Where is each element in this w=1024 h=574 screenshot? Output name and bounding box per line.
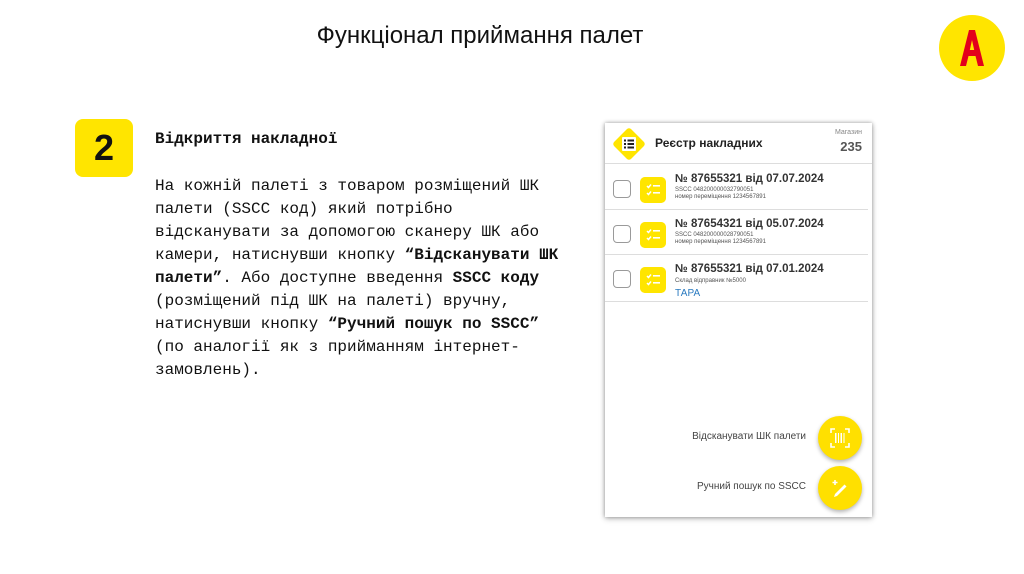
document-check-icon	[640, 222, 666, 248]
invoice-warehouse: Склад відправник №5000	[675, 278, 746, 284]
step-number-badge: 2	[75, 119, 133, 177]
slide-title: Функціонал приймання палет	[316, 22, 644, 49]
invoice-checkbox[interactable]	[613, 225, 631, 243]
manual-search-button[interactable]	[818, 466, 862, 510]
invoice-list-item[interactable]	[605, 167, 868, 210]
invoice-list-item[interactable]	[605, 212, 868, 255]
manual-search-label[interactable]: Ручний пошук по SSCC	[696, 481, 806, 492]
invoice-title: № 87654321 від 05.07.2024	[675, 218, 824, 230]
instruction-text-part: На кожній палеті з товаром розміщений ШК палети (SSCC код) який потрібно відсканувати за допомогою сканеру ШК або камери, натиснувши кнопку	[155, 177, 540, 264]
instruction-text-part: (розміщений під ШК на палеті) вручну, натиснувши кнопку	[155, 292, 511, 333]
store-number: 235	[840, 139, 862, 154]
list-icon[interactable]	[611, 126, 647, 162]
invoice-sscc: SSCC 048200000032790051	[675, 187, 754, 193]
invoice-tara-tag: ТАРА	[675, 288, 701, 299]
manual-search-reference: “Ручний пошук по SSCC”	[327, 315, 540, 333]
app-screenshot	[605, 123, 872, 517]
document-check-icon	[640, 267, 666, 293]
manual-search-row	[622, 466, 862, 510]
pencil-sparkle-icon	[829, 477, 851, 499]
scan-pallet-button[interactable]	[818, 416, 862, 460]
invoice-list-item[interactable]	[605, 257, 868, 302]
scan-pallet-label[interactable]: Відсканувати ШК палети	[692, 431, 806, 442]
barcode-icon	[829, 427, 851, 449]
app-title: Реєстр накладних	[655, 136, 763, 150]
sscc-code-reference: SSCC коду	[452, 269, 540, 287]
app-header	[605, 123, 872, 164]
scan-button-reference: “Відсканувати ШК палети”	[155, 246, 559, 287]
invoice-checkbox[interactable]	[613, 180, 631, 198]
invoice-sscc: SSCC 048200000028790051	[675, 232, 754, 238]
invoice-transfer-number: номер переміщення 1234567891	[675, 194, 766, 200]
invoice-title: № 87655321 від 07.07.2024	[675, 173, 824, 185]
instruction-text-part: . Або доступне введення	[222, 269, 453, 287]
invoice-checkbox[interactable]	[613, 270, 631, 288]
instruction-paragraph	[155, 175, 575, 382]
invoice-title: № 87655321 від 07.01.2024	[675, 263, 824, 275]
instruction-text	[155, 128, 575, 382]
instruction-text-part: (по аналогії як з прийманням інтернет-замовлень).	[155, 338, 520, 379]
document-check-icon	[640, 177, 666, 203]
store-label: Магазин	[834, 129, 862, 136]
instruction-heading: Відкриття накладної	[155, 130, 338, 148]
brand-logo-icon	[938, 14, 1006, 82]
scan-pallet-row	[622, 416, 862, 460]
invoice-transfer-number: номер переміщення 1234567891	[675, 239, 766, 245]
